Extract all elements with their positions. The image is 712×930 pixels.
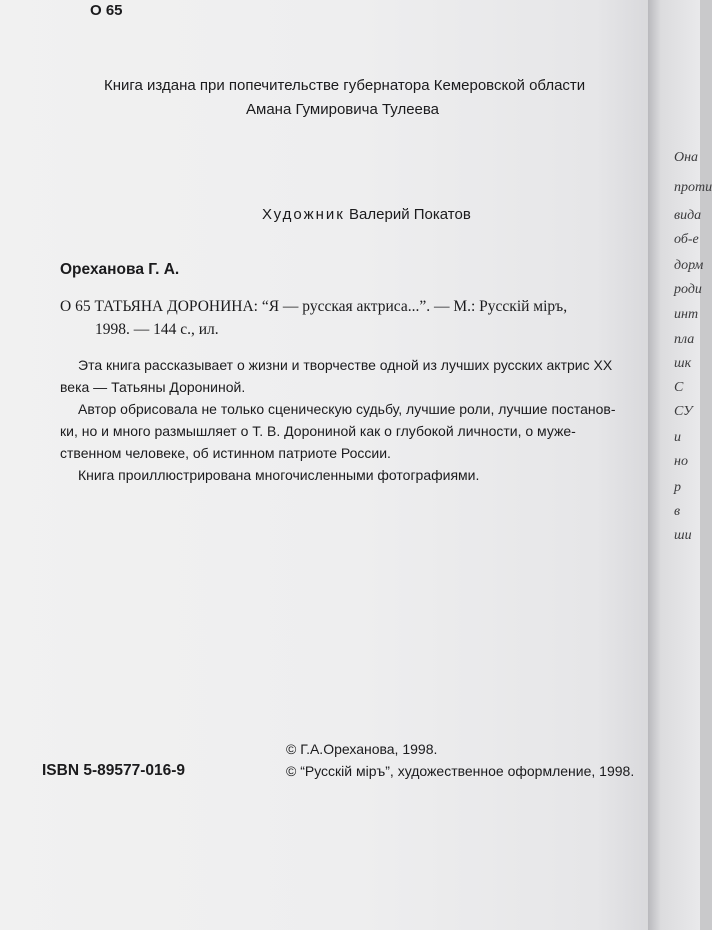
facing-page-fragment: инт [674,307,699,322]
facing-page-fragment: Она [674,150,699,165]
patronage-line-1: Книга издана при попечительстве губернатора Кемеровской области [104,77,586,94]
facing-page-fragment: СУ [674,404,693,419]
catalog-code: О 65 [90,2,123,19]
copyright-author: © Г.А.Ореханова, 1998. [286,741,438,757]
author-heading: Ореханова Г. А. [60,261,180,278]
facing-page-fragment: проти [674,180,712,195]
abstract-line: Эта книга рассказывает о жизни и творчестве одной из лучших русских актрис XX [78,357,613,373]
facing-page-fragment: но [674,454,688,469]
abstract-line: Книга проиллюстрирована многочисленными фотографиями. [78,467,480,483]
abstract-line: ственном человеке, об истинном патриоте России. [60,445,391,461]
artist-name: Валерий Покатов [349,206,471,223]
facing-page-fragment: ши [674,528,692,543]
facing-page-fragment: и [674,430,681,445]
facing-page-fragment: роди [674,282,702,297]
artist-role: Художник [262,206,345,223]
facing-page-fragment: пла [674,332,695,347]
bibliographic-line-2: 1998. — 144 с., ил. [95,321,219,338]
bibliographic-line-1: О 65 ТАТЬЯНА ДОРОНИНА: “Я — русская актриса...”. — М.: Русскій міръ, [60,298,568,315]
facing-page-fragment: р [674,480,681,495]
facing-page-fragment: вида [674,208,702,223]
patronage-line-2: Амана Гумировича Тулеева [246,101,440,118]
isbn: ISBN 5-89577-016-9 [42,762,186,779]
facing-page-fragment: об-е [674,232,699,247]
facing-page-fragment: дорм [674,258,704,273]
facing-page-fragment: в [674,504,681,519]
artist-credit [262,206,471,223]
abstract-line: века — Татьяны Дорониной. [60,379,246,395]
facing-page-fragment: шк [674,356,692,371]
abstract-line: ки, но и много размышляет о Т. В. Дорониной как о глубокой личности, о муже- [60,423,576,439]
facing-page-fragment: С [674,380,684,395]
copyright-publisher: © “Русскій міръ”, художественное оформление, 1998. [286,763,635,779]
abstract-line: Автор обрисовала не только сценическую судьбу, лучшие роли, лучшие постанов- [78,401,616,417]
